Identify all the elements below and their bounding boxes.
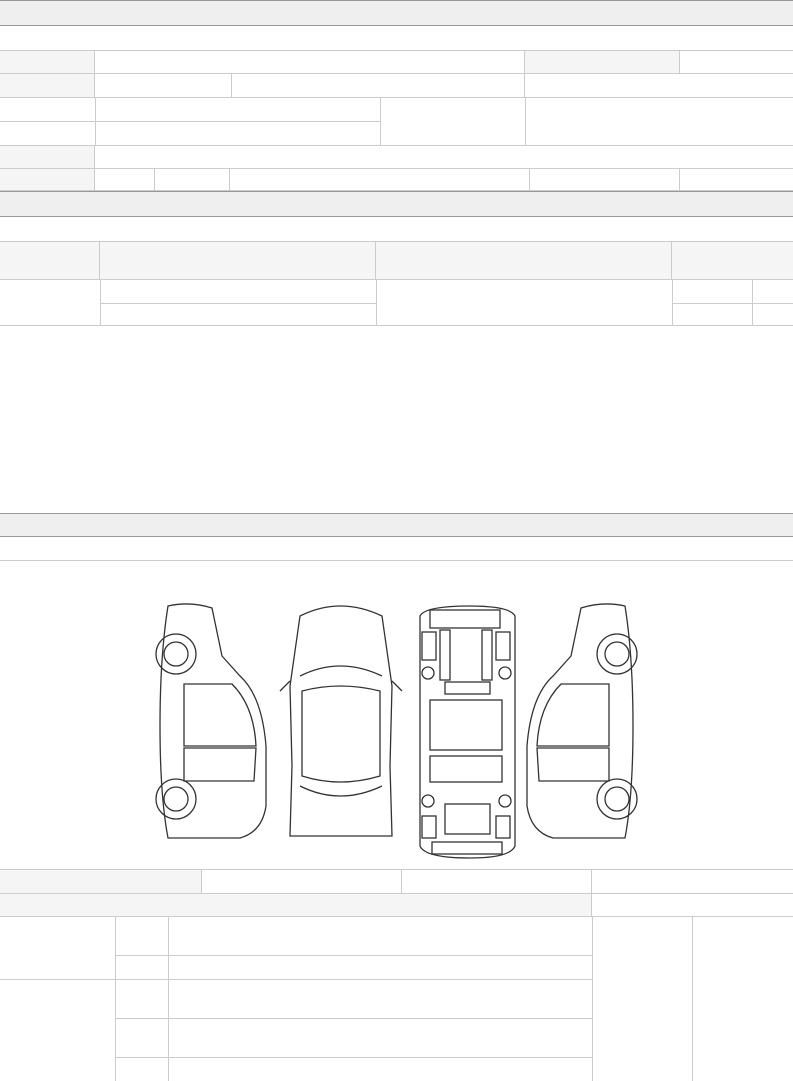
year-value [95, 74, 232, 97]
price-label [530, 169, 680, 190]
reg-no-label [525, 51, 680, 73]
car-left-side-view [156, 604, 266, 838]
accident-options [202, 870, 402, 893]
section-title-status [0, 191, 793, 217]
car-name-label [0, 51, 95, 73]
section-title-basic [0, 0, 793, 26]
parts-label [0, 894, 592, 916]
inspect-label [232, 74, 525, 97]
car-right-side-view [527, 604, 637, 838]
price-unit [680, 169, 793, 190]
car-top-view [280, 606, 402, 836]
car-name-cell [95, 51, 525, 73]
section-note-basic [0, 27, 793, 49]
warranty-options [230, 169, 530, 190]
status-head-price [672, 242, 793, 279]
year-label [0, 74, 95, 97]
parts-right-head [592, 894, 793, 916]
engine-label [0, 169, 95, 190]
inspect-value [525, 74, 793, 97]
accident-label [0, 870, 202, 893]
car-damage-diagram [0, 596, 793, 868]
engine-value [95, 169, 155, 190]
section-note-accident [0, 537, 793, 559]
car-frame-view [420, 606, 515, 858]
warranty-label [155, 169, 230, 190]
section-note-status [0, 218, 793, 240]
simple-repair-options [592, 870, 793, 893]
section-title-accident [0, 513, 793, 537]
fuel-options [95, 146, 793, 168]
status-head-item [376, 242, 672, 279]
status-head-state [100, 242, 376, 279]
simple-repair-label [402, 870, 592, 893]
reg-no-value [680, 51, 793, 73]
fuel-label [0, 146, 95, 168]
status-head-history [0, 242, 100, 279]
